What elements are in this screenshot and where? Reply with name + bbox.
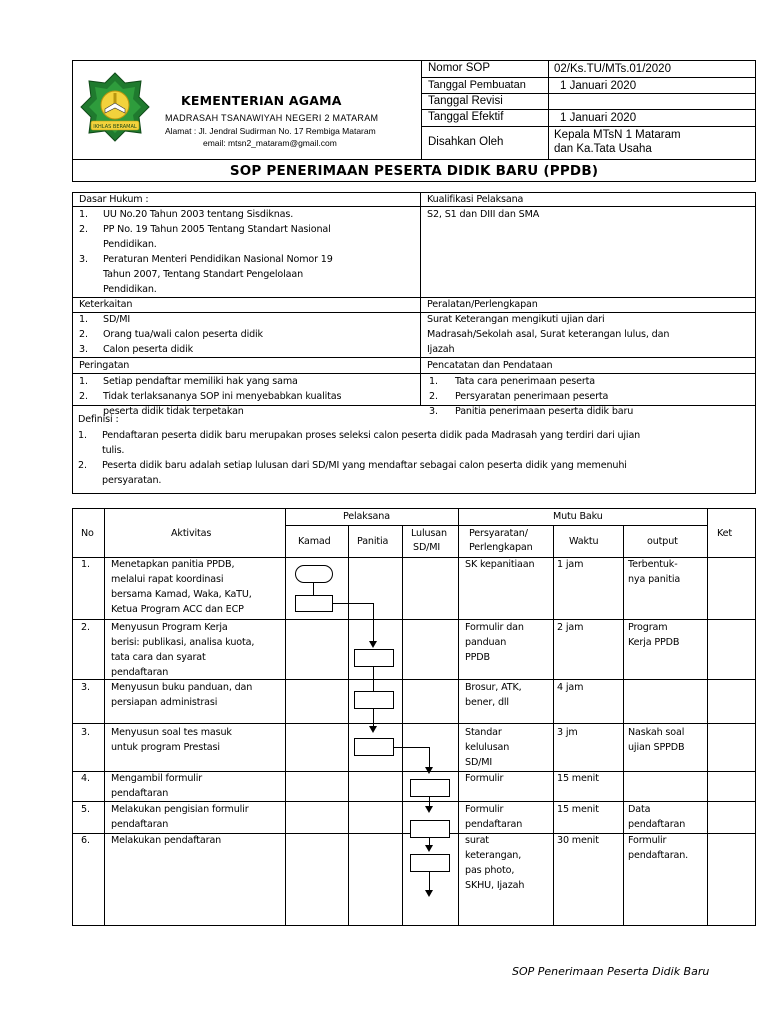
- row-waktu: 2 jam: [557, 622, 584, 633]
- row-output: Program: [628, 622, 668, 633]
- keterkaitan-title: Keterkaitan: [79, 299, 133, 310]
- col-header-kamad: Kamad: [298, 536, 331, 547]
- sop-header: [72, 60, 756, 182]
- row-persyaratan: SK kepanitiaan: [465, 559, 535, 570]
- col-header-aktivitas: Aktivitas: [171, 528, 212, 539]
- row-waktu: 30 menit: [557, 835, 599, 846]
- flow-arrow: [369, 726, 377, 733]
- flow-process-box: [354, 738, 394, 756]
- flow-arrow: [425, 845, 433, 852]
- meta-row-disahkan: Disahkan Oleh Kepala MTsN 1 Mataram dan Ka.Tata Usaha: [428, 129, 681, 155]
- row-aktivitas: Melakukan pengisian formulir: [111, 804, 249, 815]
- kualifikasi-text: S2, S1 dan DIII dan SMA: [427, 209, 540, 220]
- meta-row-tanggal-revisi: Tanggal Revisi: [422, 94, 756, 110]
- keterkaitan-item: Orang tua/wali calon peserta didik: [103, 329, 263, 340]
- kemenag-logo: [79, 71, 151, 143]
- flow-start-terminator: [295, 565, 333, 583]
- pencatatan-item: Panitia penerimaan peserta didik baru: [455, 406, 634, 417]
- row-aktivitas: Menetapkan panitia PPDB,: [111, 559, 235, 570]
- school-name: MADRASAH TSANAWIYAH NEGERI 2 MATARAM: [165, 113, 379, 123]
- row-waktu: 4 jam: [557, 682, 584, 693]
- col-header-ket: Ket: [717, 528, 733, 539]
- kualifikasi-title: Kualifikasi Pelaksana: [427, 194, 524, 205]
- flow-arrow: [425, 890, 433, 897]
- row-persyaratan: surat: [465, 835, 489, 846]
- meta-row-tanggal-efektif: Tanggal Efektif 1 Januari 2020: [422, 110, 756, 127]
- row-no: 2.: [81, 622, 90, 633]
- school-address: Alamat : Jl. Jendral Sudirman No. 17 Rembiga Mataram: [165, 126, 376, 136]
- pencatatan-item: Persyaratan penerimaan peserta: [455, 391, 609, 402]
- definisi-title: Definisi :: [78, 414, 119, 425]
- col-header-no: No: [81, 528, 94, 539]
- dasar-hukum-title: Dasar Hukum :: [79, 194, 149, 205]
- peringatan-item: Tidak terlaksananya SOP ini menyebabkan kualitas: [103, 391, 342, 402]
- row-persyaratan: Brosur, ATK,: [465, 682, 522, 693]
- row-no: 4.: [81, 773, 90, 784]
- col-header-mutu-baku: Mutu Baku: [553, 511, 603, 522]
- row-persyaratan: Formulir dan: [465, 622, 524, 633]
- definisi-item: Peserta didik baru adalah setiap lulusan dari SD/MI yang mendaftar sebagai calon peserta didik yang memenuhi: [102, 460, 627, 471]
- flow-process-box: [410, 820, 450, 838]
- sop-meta-table: [421, 61, 755, 159]
- peringatan-item: Setiap pendaftar memiliki hak yang sama: [103, 376, 298, 387]
- info-table: Dasar Hukum : 1. UU No.20 Tahun 2003 tentang Sisdiknas. 2. PP No. 19 Tahun 2005 Tentang Standart Nasional Pendidikan. 3. Peraturan Menteri Pendidikan Nasional Nomor 19 Tahun 2007, Tentang Standart Pengelolaan Pendidikan. Kualifikasi Pelaksana S2, S1 dan DIII dan SMA Keterkaitan 1. SD/MI 2. Orang tua/wali calon peserta didik 3. Calon peserta didik Peralatan/Perlengkapan Surat Keterangan mengikuti ujian dari Madrasah/Sekolah asal, Surat keterangan lulus, dan Ijazah Peringatan 1. Setiap pendaftar memiliki hak yang sama 2. Tidak terlaksananya SOP ini menyebabkan kualitas peserta didik tidak terpetakan Pencatatan dan Pendataan 1. Tata cara penerimaan peserta 2. Persyaratan penerimaan peserta 3. Panitia penerimaan peserta didik baru: [72, 192, 756, 494]
- peringatan-title: Peringatan: [79, 360, 130, 371]
- row-output: Terbentuk-: [628, 559, 678, 570]
- school-email: email: mtsn2_mataram@gmail.com: [203, 138, 337, 148]
- flow-process-box: [295, 595, 333, 612]
- row-aktivitas: Menyusun buku panduan, dan: [111, 682, 253, 693]
- keterkaitan-item: SD/MI: [103, 314, 131, 325]
- pencatatan-title: Pencatatan dan Pendataan: [427, 360, 553, 371]
- row-output: Data: [628, 804, 651, 815]
- institution-block: [73, 61, 421, 159]
- col-header-waktu: Waktu: [569, 536, 599, 547]
- ministry-name: KEMENTERIAN AGAMA: [181, 93, 342, 108]
- col-header-lulusan: Lulusan: [411, 528, 447, 539]
- keterkaitan-item: Calon peserta didik: [103, 344, 193, 355]
- flow-process-box: [354, 649, 394, 667]
- row-aktivitas: Menyusun soal tes masuk: [111, 727, 232, 738]
- row-persyaratan: Formulir: [465, 804, 504, 815]
- row-aktivitas: Mengambil formulir: [111, 773, 203, 784]
- row-aktivitas: Menyusun Program Kerja: [111, 622, 228, 633]
- peralatan-text: Surat Keterangan mengikuti ujian dari: [427, 314, 605, 325]
- sop-title: SOP PENERIMAAN PESERTA DIDIK BARU (PPDB): [73, 159, 755, 181]
- definisi-item: Pendaftaran peserta didik baru merupakan proses seleksi calon peserta didik pada Madrasah yang terdiri dari ujian: [102, 430, 641, 441]
- row-waktu: 3 jm: [557, 727, 578, 738]
- peralatan-title: Peralatan/Perlengkapan: [427, 299, 538, 310]
- col-header-panitia: Panitia: [357, 536, 389, 547]
- row-persyaratan: Standar: [465, 727, 502, 738]
- svg-text:IKHLAS BERAMAL: IKHLAS BERAMAL: [93, 124, 137, 130]
- meta-row-nomor: Nomor SOP 02/Ks.TU/MTs.01/2020: [422, 61, 756, 78]
- row-waktu: 15 menit: [557, 773, 599, 784]
- page-footer: SOP Penerimaan Peserta Didik Baru: [512, 965, 710, 978]
- dasar-hukum-item: Peraturan Menteri Pendidikan Nasional Nomor 19: [103, 254, 333, 265]
- col-header-pelaksana: Pelaksana: [343, 511, 390, 522]
- pencatatan-item: Tata cara penerimaan peserta: [455, 376, 595, 387]
- col-header-persyaratan: Persyaratan/: [469, 528, 528, 539]
- row-output: Naskah soal: [628, 727, 685, 738]
- row-no: 3.: [81, 727, 90, 738]
- meta-row-tanggal-pembuatan: Tanggal Pembuatan 1 Januari 2020: [422, 78, 756, 94]
- flow-process-box: [410, 779, 450, 797]
- row-no: 1.: [81, 559, 90, 570]
- definisi-section: Definisi : 1. Pendaftaran peserta didik baru merupakan proses seleksi calon peserta didik pada Madrasah yang terdiri dari ujian tulis. 2. Peserta didik baru adalah setiap lulusan dari SD/MI yang mendaftar sebagai calon peserta didik yang memenuhi persyaratan.: [78, 414, 641, 486]
- row-no: 6.: [81, 835, 90, 846]
- flow-process-box: [410, 854, 450, 872]
- row-waktu: 1 jam: [557, 559, 584, 570]
- row-persyaratan: Formulir: [465, 773, 504, 784]
- dasar-hukum-item: UU No.20 Tahun 2003 tentang Sisdiknas.: [103, 209, 294, 220]
- flow-process-box: [354, 691, 394, 709]
- flow-arrow: [425, 767, 433, 774]
- row-no: 5.: [81, 804, 90, 815]
- col-header-output: output: [647, 536, 678, 547]
- row-no: 3.: [81, 682, 90, 693]
- dasar-hukum-item: PP No. 19 Tahun 2005 Tentang Standart Nasional: [103, 224, 331, 235]
- procedure-table: No Aktivitas Pelaksana Kamad Panitia Lulusan SD/MI Mutu Baku Persyaratan/ Perlengkapan Waktu output Ket 1. Menetapkan panitia PPDB, melalui rapat koordinasi bersama Kamad, Waka, KaTU, Ketua Program ACC dan ECP SK kepanitiaan 1 jam Terbentuk- nya panitia 2. Menyusun Program Kerja berisi: publikasi, analisa kuota, tata cara dan syarat pendaftaran Formulir dan panduan PPDB 2 jam Program Kerja PPDB 3. Menyusun buku panduan, dan persiapan administrasi Brosur, ATK, bener, dll 4 jam 3. Menyusun soal tes masuk untuk program Prestasi Standar kelulusan SD/MI 3 jm Naskah soal ujian SPPDB 4. Mengambil formulir pendaftaran Formulir 15 menit 5. Melakukan pengisian formulir pendaftaran Formulir pendaftaran 15 menit Data pendaftaran 6. Melakukan pendaftaran surat keterangan, pas photo, SKHU, Ijazah 30 menit Formulir pendaftaran.: [72, 508, 756, 926]
- row-aktivitas: Melakukan pendaftaran: [111, 835, 222, 846]
- flow-arrow: [369, 641, 377, 648]
- row-output: Formulir: [628, 835, 667, 846]
- flow-arrow: [425, 806, 433, 813]
- row-waktu: 15 menit: [557, 804, 599, 815]
